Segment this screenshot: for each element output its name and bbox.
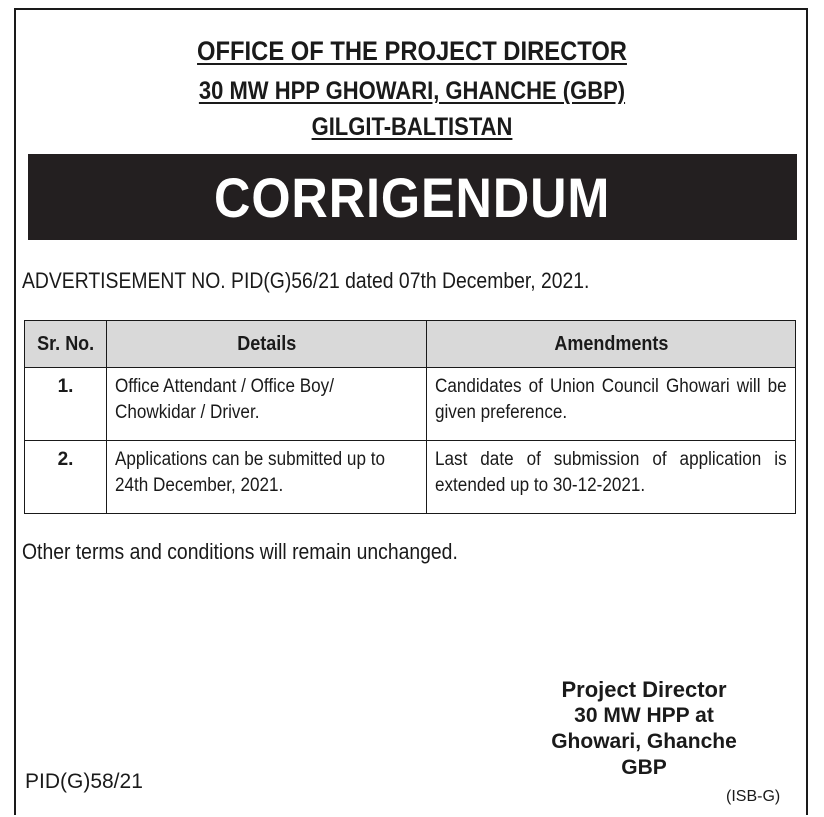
table-header-row xyxy=(25,321,796,368)
row-amendment: Last date of submission of application is extended up to 30-12-2021. xyxy=(427,441,796,514)
terms-note: Other terms and conditions will remain unchanged. xyxy=(22,539,458,564)
row-amendment: Candidates of Union Council Ghowari will be given preference. xyxy=(427,368,796,441)
agency-code: (ISB-G) xyxy=(726,788,781,805)
signatory-location: Ghowari, Ghanche xyxy=(551,730,737,753)
banner-title: CORRIGENDUM xyxy=(214,165,611,229)
header-sr-no: Sr. No. xyxy=(25,321,107,368)
row-details: Applications can be submitted up to 24th December, 2021. xyxy=(107,441,427,514)
amendments-table xyxy=(24,320,796,514)
corrigendum-banner xyxy=(28,154,797,240)
table-row xyxy=(25,441,796,514)
row-details: Office Attendant / Office Boy/ Chowkidar / Driver. xyxy=(107,368,427,441)
header-details: Details xyxy=(107,321,427,368)
row-sr-no: 2. xyxy=(25,441,107,514)
row-sr-no: 1. xyxy=(25,368,107,441)
header-amendments: Amendments xyxy=(427,321,796,368)
project-title: 30 MW HPP GHOWARI, GHANCHE (GBP) xyxy=(198,77,626,105)
office-title: OFFICE OF THE PROJECT DIRECTOR xyxy=(197,36,627,66)
document-reference: PID(G)58/21 xyxy=(25,770,143,793)
advertisement-reference: ADVERTISEMENT NO. PID(G)56/21 dated 07th December, 2021. xyxy=(22,268,590,293)
region-title: GILGIT-BALTISTAN xyxy=(311,113,513,141)
signatory-region: GBP xyxy=(621,756,667,779)
signatory-project: 30 MW HPP at xyxy=(574,704,714,727)
signatory-title: Project Director xyxy=(561,677,727,702)
table-row xyxy=(25,368,796,441)
signature-block xyxy=(516,677,772,781)
